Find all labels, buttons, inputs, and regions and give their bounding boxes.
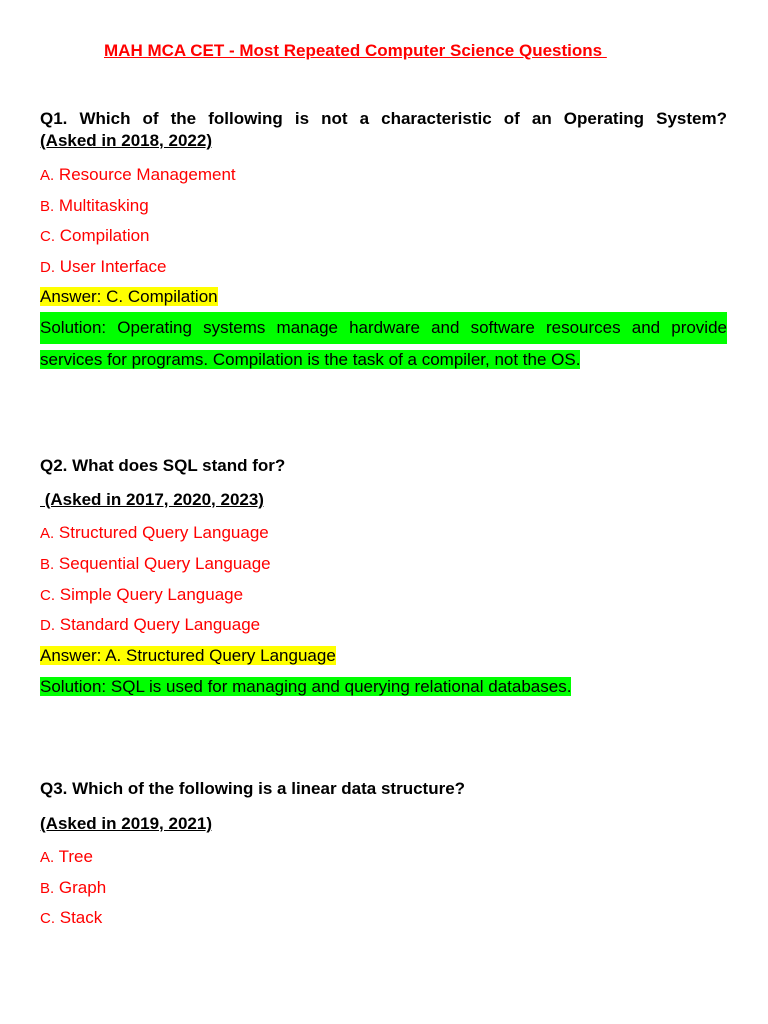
option-text: Resource Management [58,165,236,184]
solution-line-1 [40,312,727,344]
question-2-option-d [40,615,260,635]
solution-highlight: Solution: Operating systems manage hardware and software resources and provide [40,312,727,344]
option-letter: D. [40,617,55,634]
option-text: Standard Query Language [59,615,261,634]
page-title: MAH MCA CET - Most Repeated Computer Science Questions [104,41,607,60]
option-letter: C. [40,228,55,245]
option-letter: B. [40,880,55,897]
option-letter: A. [40,849,55,866]
question-3-text: Q3. Which of the following is a linear data structure? [40,779,466,798]
question-1-text: Q1. Which of the following is not a characteristic of an Operating System? [40,109,727,128]
option-letter: C. [40,910,55,927]
question-1-asked: (Asked in 2018, 2022) [40,131,212,150]
question-3-option-a [40,847,93,867]
question-2-asked: (Asked in 2017, 2020, 2023) [40,490,264,509]
option-letter: A. [40,167,55,184]
question-2-option-a [40,523,269,543]
question-1-option-a [40,165,236,185]
option-text: Compilation [59,226,150,245]
question-1-option-c [40,226,150,246]
option-text: Sequential Query Language [58,554,271,573]
option-letter: D. [40,259,55,276]
question-1-solution [40,312,727,376]
question-2-option-c [40,585,243,605]
option-letter: C. [40,587,55,604]
option-text: Tree [58,847,93,866]
option-text: User Interface [59,257,167,276]
question-3-asked: (Asked in 2019, 2021) [40,814,212,833]
question-2-option-b [40,554,271,574]
question-1-answer [40,287,218,307]
answer-highlight: Answer: C. Compilation [40,287,218,306]
option-text: Stack [59,908,103,927]
question-2-answer [40,646,336,666]
solution-line-2: services for programs. Compilation is the task of a compiler, not the OS. [40,350,581,369]
answer-highlight: Answer: A. Structured Query Language [40,646,336,665]
option-letter: A. [40,525,55,542]
option-letter: B. [40,198,55,215]
question-2-text: Q2. What does SQL stand for? [40,456,286,475]
question-1-option-b [40,196,149,216]
question-1-option-d [40,257,167,277]
question-3-option-b [40,878,106,898]
option-text: Graph [58,878,107,897]
option-text: Simple Query Language [59,585,244,604]
question-3-option-c [40,908,102,928]
solution-highlight: Solution: SQL is used for managing and querying relational databases. [40,677,572,696]
option-text: Structured Query Language [58,523,269,542]
question-2-solution [40,671,727,703]
option-text: Multitasking [58,196,149,215]
option-letter: B. [40,556,55,573]
